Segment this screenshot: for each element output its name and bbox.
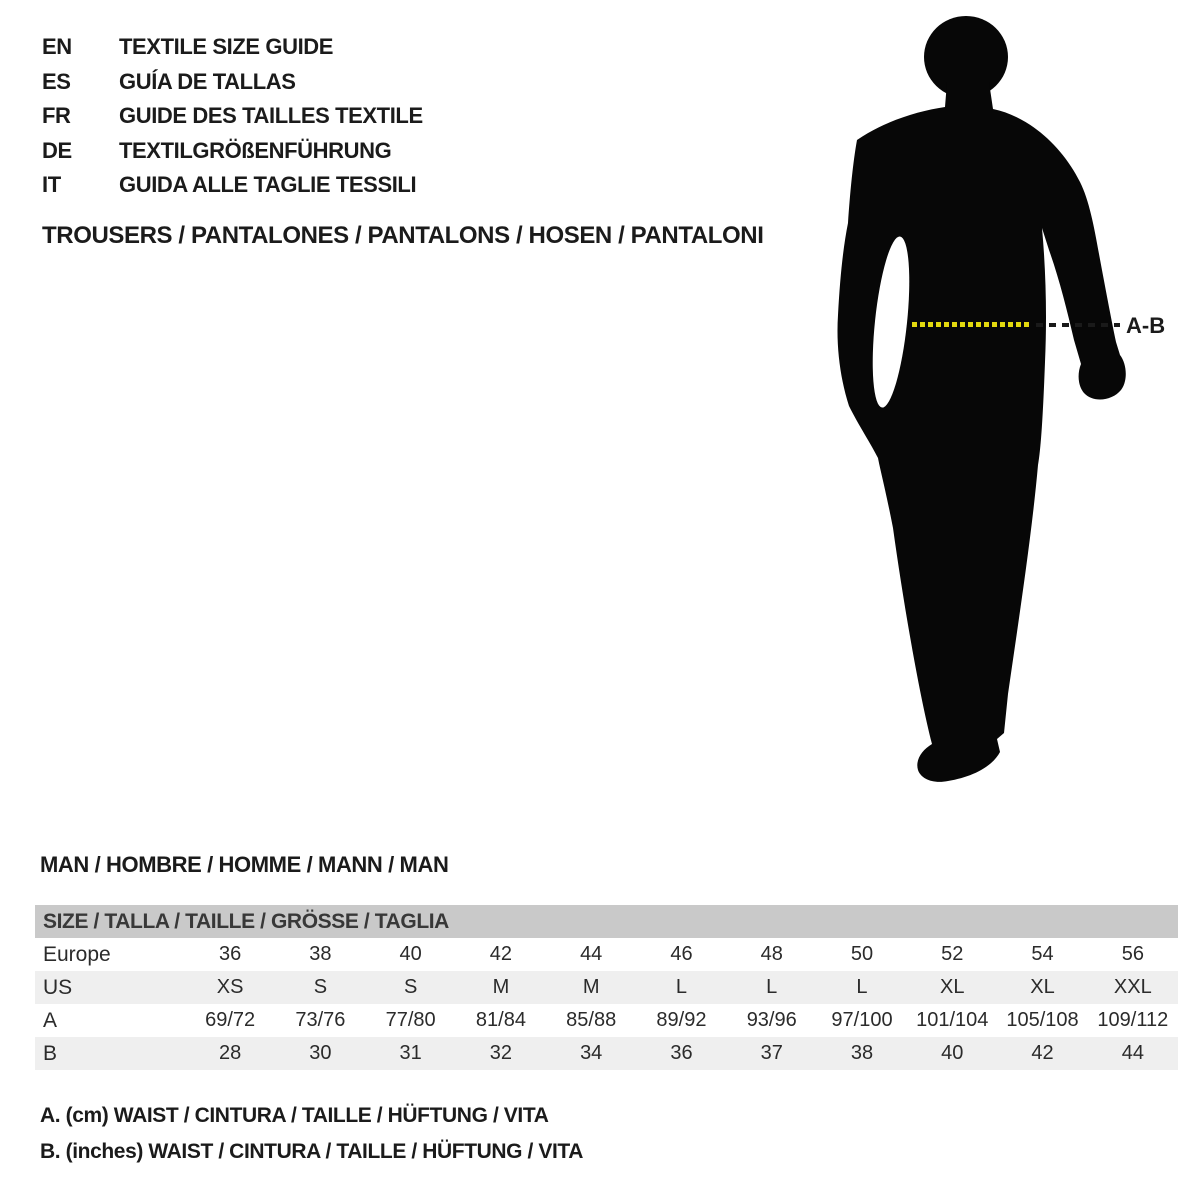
table-cell: 85/88: [566, 1009, 617, 1031]
table-cell: 93/96: [746, 1009, 797, 1031]
table-cell: 36: [219, 943, 242, 965]
footnote: B. (inches) WAIST / CINTURA / TAILLE / HÜFTUNG / VITA: [40, 1140, 584, 1163]
table-cell: S: [403, 976, 418, 998]
table-cell: 44: [1121, 1042, 1144, 1064]
table-cell: 44: [580, 943, 603, 965]
table-cell: 54: [1031, 943, 1054, 965]
table-row: [35, 1037, 1178, 1070]
language-row: [42, 30, 423, 65]
table-cell: 37: [760, 1042, 783, 1064]
table-cell: 28: [219, 1042, 242, 1064]
size-table: [35, 938, 1178, 1070]
waist-measure-dash-line: [1036, 323, 1120, 327]
table-cell: 97/100: [831, 1009, 893, 1031]
table-cell: XL: [940, 976, 965, 998]
language-code: DE: [42, 137, 72, 163]
language-label: GUIDE DES TAILLES TEXTILE: [119, 103, 423, 129]
table-cell: L: [675, 976, 688, 998]
language-code: FR: [42, 103, 71, 129]
table-row: [35, 1004, 1178, 1037]
language-code: ES: [42, 68, 71, 94]
language-row: [42, 134, 423, 169]
size-table-body: [35, 938, 1178, 1070]
waist-measure-label: A-B: [1126, 313, 1166, 338]
table-cell: XL: [1030, 976, 1055, 998]
language-code: EN: [42, 34, 72, 60]
language-code: IT: [42, 172, 61, 198]
table-cell: L: [766, 976, 778, 998]
table-cell: 77/80: [385, 1009, 436, 1031]
language-row: [42, 168, 423, 203]
man-silhouette-figure: [835, 10, 1180, 800]
table-cell: 109/112: [1097, 1009, 1169, 1031]
table-cell: 48: [760, 943, 783, 965]
table-cell: 46: [670, 943, 693, 965]
table-row: [35, 971, 1178, 1004]
table-cell: 89/92: [656, 1009, 707, 1031]
table-cell: M: [492, 976, 510, 998]
category-title: TROUSERS / PANTALONES / PANTALONS / HOSEN / PANTALONI: [42, 222, 764, 249]
table-row-label: US: [43, 975, 73, 999]
table-cell: 42: [489, 943, 513, 965]
table-cell: 69/72: [205, 1009, 256, 1031]
table-cell: 36: [670, 1042, 693, 1064]
table-cell: 42: [1031, 1042, 1054, 1064]
table-cell: 40: [399, 943, 422, 965]
waist-measure-dotted-line: [912, 322, 1032, 327]
footnote: A. (cm) WAIST / CINTURA / TAILLE / HÜFTUNG / VITA: [40, 1104, 549, 1127]
language-label: TEXTILGRÖßENFÜHRUNG: [119, 137, 392, 163]
table-cell: 52: [941, 943, 964, 965]
footnotes: [40, 1104, 583, 1176]
table-cell: 73/76: [295, 1009, 346, 1031]
table-cell: 105/108: [1006, 1009, 1079, 1031]
table-cell: XXL: [1113, 976, 1152, 998]
table-cell: XS: [216, 976, 244, 998]
table-row-label: A: [43, 1008, 58, 1032]
table-row-label: B: [43, 1041, 58, 1065]
table-cell: M: [582, 976, 600, 998]
language-row: [42, 99, 423, 134]
table-cell: 38: [309, 943, 332, 965]
table-row-label: Europe: [43, 942, 111, 966]
table-cell: 32: [489, 1042, 513, 1064]
language-label: TEXTILE SIZE GUIDE: [119, 34, 334, 60]
table-cell: 34: [580, 1042, 603, 1064]
table-cell: S: [313, 976, 328, 998]
table-cell: 31: [399, 1042, 422, 1064]
table-cell: 81/84: [475, 1009, 526, 1031]
section-title-man: MAN / HOMBRE / HOMME / MANN / MAN: [40, 852, 449, 877]
table-cell: 30: [309, 1042, 332, 1064]
table-cell: 101/104: [916, 1009, 989, 1031]
table-row: [35, 938, 1178, 971]
man-silhouette: [835, 10, 1145, 795]
table-cell: 40: [941, 1042, 964, 1064]
table-cell: 50: [850, 943, 874, 965]
language-label: GUIDA ALLE TAGLIE TESSILI: [119, 172, 417, 198]
table-cell: 38: [850, 1042, 874, 1064]
table-cell: L: [856, 976, 868, 998]
language-row: [42, 65, 423, 100]
language-list: [42, 30, 423, 203]
language-label: GUÍA DE TALLAS: [119, 68, 296, 94]
table-cell: 56: [1121, 943, 1144, 965]
size-table-header: SIZE / TALLA / TAILLE / GRÖSSE / TAGLIA: [35, 905, 1178, 938]
